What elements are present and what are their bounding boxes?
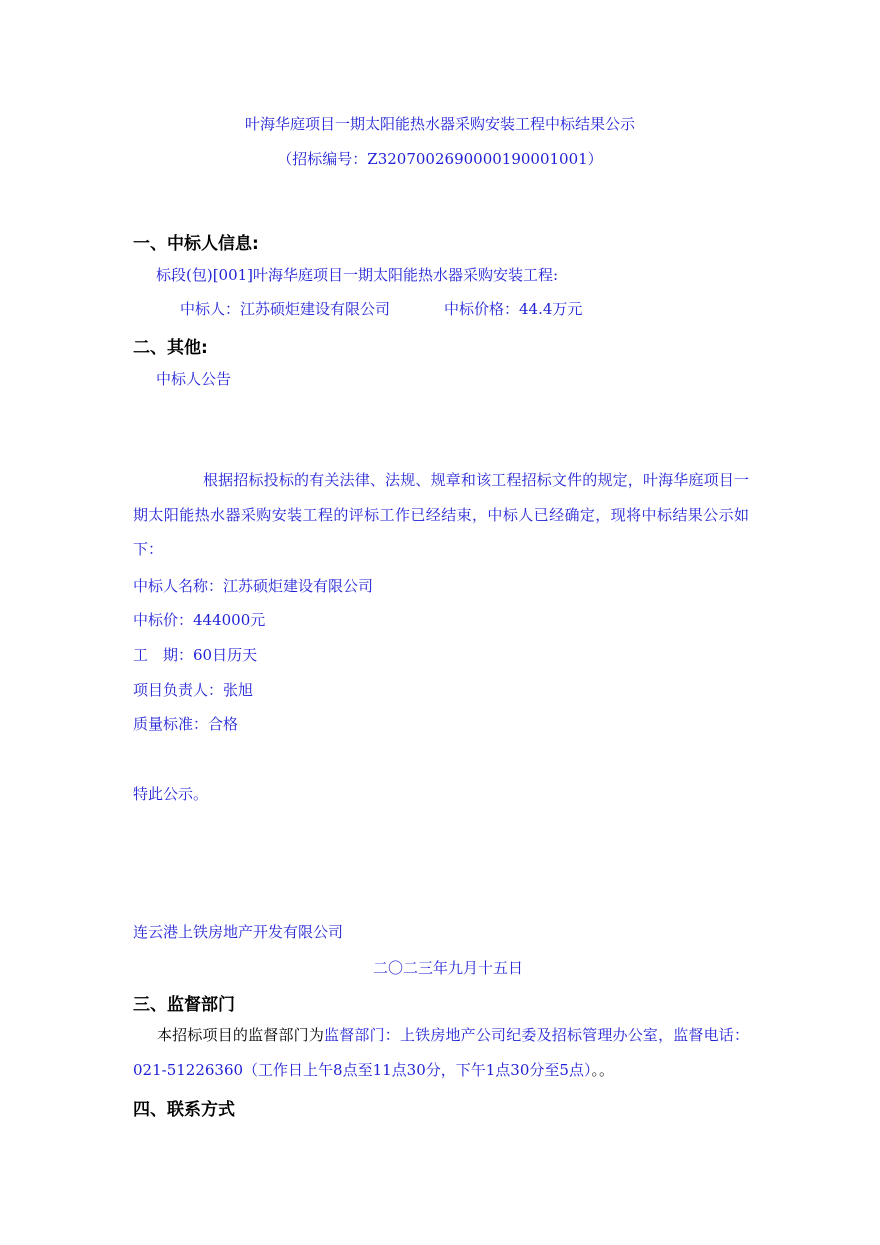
supervision-details: 监督部门：上铁房地产公司纪委及招标管理办公室，监督电话：021-51226360（工作日上午8点至11点30分，下午1点30分至5点） (133, 1026, 749, 1079)
lot-description: 标段(包)[001]叶海华庭项目一期太阳能热水器采购安装工程: (156, 266, 559, 284)
supervision-paragraph (133, 1018, 749, 1087)
winning-price: 中标价格：44.4万元 (444, 300, 583, 318)
supervision-suffix: 。。 (591, 1060, 614, 1079)
section-heading-contact: 四、联系方式 (133, 1100, 235, 1120)
winner-name: 中标人：江苏硕炬建设有限公司 (180, 300, 391, 318)
issue-date: 二〇二三年九月十五日 (373, 959, 524, 977)
section-heading-supervision: 三、监督部门 (133, 995, 235, 1015)
supervision-prefix: 本招标项目的监督部门为 (157, 1026, 325, 1044)
issuer-company: 连云港上铁房地产开发有限公司 (133, 923, 344, 941)
detail-project-manager: 项目负责人：张旭 (133, 681, 254, 699)
detail-winner-name: 中标人名称：江苏硕炬建设有限公司 (133, 577, 374, 595)
document-title: 叶海华庭项目一期太阳能热水器采购安装工程中标结果公示 (244, 115, 635, 133)
closing-notice: 特此公示。 (133, 785, 209, 803)
section-heading-other: 二、其他: (133, 338, 208, 358)
detail-duration: 工 期：60日历天 (133, 646, 258, 664)
detail-price: 中标价：444000元 (133, 611, 266, 629)
announcement-subheading: 中标人公告 (156, 370, 232, 388)
tender-code: （招标编号：Z3207002690000190001001） (277, 150, 603, 168)
detail-quality-standard: 质量标准：合格 (133, 715, 239, 733)
announcement-paragraph: 根据招标投标的有关法律、法规、规章和该工程招标文件的规定，叶海华庭项目一期太阳能热水器采购安装工程的评标工作已经结束，中标人已经确定，现将中标结果公示如下： (133, 471, 749, 558)
section-heading-winner-info: 一、中标人信息: (133, 234, 259, 254)
